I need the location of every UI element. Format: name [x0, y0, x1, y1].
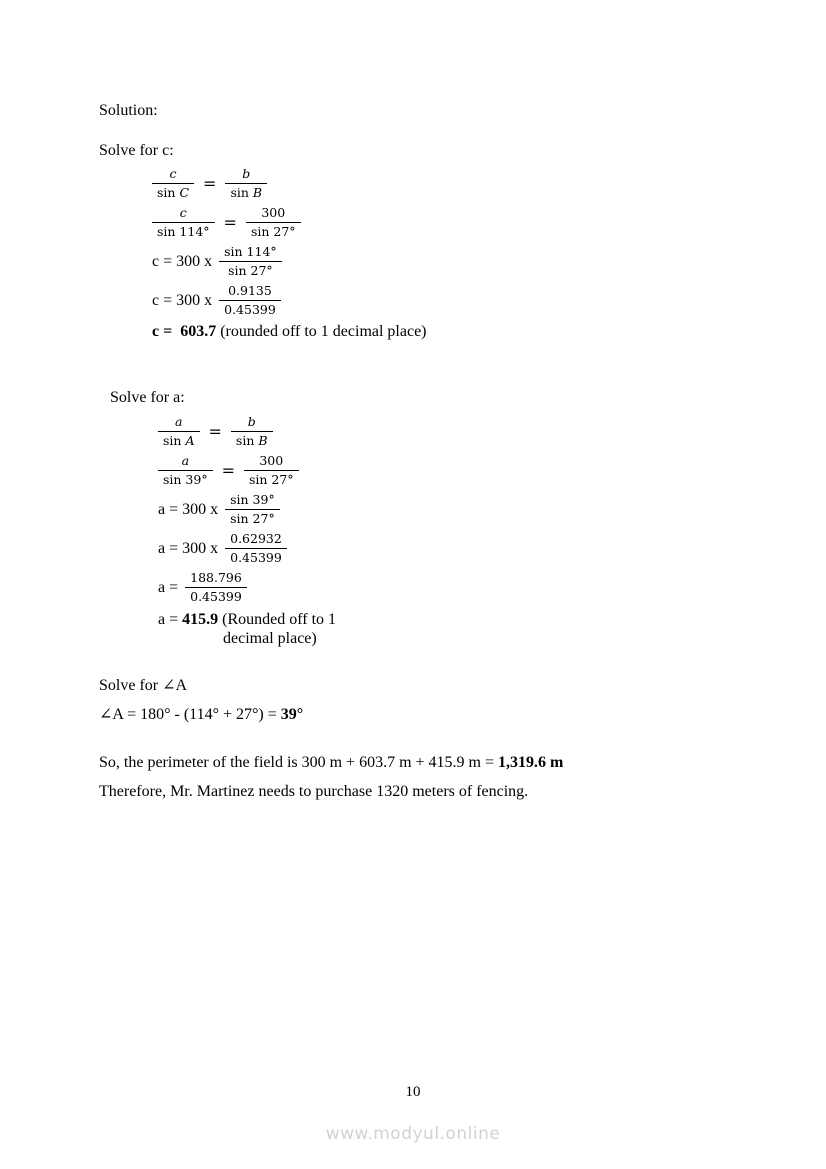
- result-a-prefix: a =: [158, 611, 183, 628]
- fraction-062932-over-045399: $\frac{0.62932}{0.45399}$: [225, 533, 287, 565]
- equation-a-sin-ratio: [158, 490, 299, 529]
- equals-sign: =: [203, 174, 217, 193]
- conclusion-perimeter-body: So, the perimeter of the field is 300 m + 603.7 m + 415.9 m =: [99, 754, 499, 771]
- result-a-note: (Rounded off to 1: [218, 611, 337, 628]
- equals-sign: =: [221, 461, 235, 480]
- equation-prefix: a =: [158, 578, 179, 596]
- variable-b: b: [247, 413, 256, 429]
- equation-c-decimal-ratio: [152, 281, 301, 320]
- conclusion-perimeter: [99, 753, 563, 772]
- page-number: 10: [405, 1084, 421, 1100]
- fraction-300-over-sin27: $\frac{300}{\sin 27^\circ}$: [244, 455, 299, 487]
- fraction-188796-over-045399: $\frac{188.796}{0.45399}$: [185, 572, 247, 604]
- equation-a-quotient: [158, 568, 299, 607]
- fraction-sin114-over-sin27: $\frac{\sin 114^\circ}{\sin 27^\circ}$: [219, 246, 282, 278]
- variable-a: a: [175, 413, 183, 429]
- result-c-value: c = 603.7: [152, 323, 217, 340]
- fraction-300-over-sin27: $\frac{300}{\sin 27^\circ}$: [246, 207, 301, 239]
- equation-angle-a: [99, 705, 303, 724]
- equals-sign: =: [223, 213, 237, 232]
- equals-sign: =: [208, 422, 222, 441]
- variable-c: c: [179, 204, 187, 220]
- result-a: [158, 610, 336, 629]
- variable-a: a: [181, 452, 190, 468]
- equation-prefix: c = 300 x: [152, 291, 213, 309]
- conclusion-perimeter-value: 1,319.6 m: [498, 754, 564, 771]
- solve-c-heading: Solve for c:: [99, 142, 174, 159]
- equation-angle-body: ∠A = 180° - (114° + 27°) =: [99, 706, 281, 723]
- equation-prefix: c = 300 x: [152, 252, 213, 270]
- fraction-c-over-sin114: $\frac{c}{\sin 114^\circ}$: [152, 207, 215, 239]
- solve-c-equations: [152, 164, 301, 320]
- variable-b: b: [242, 165, 251, 181]
- result-a-value: 415.9: [182, 611, 219, 628]
- conclusion-therefore: Therefore, Mr. Martinez needs to purchase 1320 meters of fencing.: [99, 783, 529, 800]
- fraction-b-over-sinB: $\frac{b}{\text{sin B}}$: [225, 168, 267, 200]
- equation-a-substituted: [158, 451, 299, 490]
- equation-prefix: a = 300 x: [158, 539, 219, 557]
- equation-prefix: a = 300 x: [158, 500, 219, 518]
- equation-c-substituted: [152, 203, 301, 242]
- fraction-c-over-sinC: $\frac{c}{\text{sin C}}$: [152, 168, 194, 200]
- variable-c: c: [169, 165, 177, 181]
- equation-c-law-of-sines: [152, 164, 301, 203]
- equation-c-sin-ratio: [152, 242, 301, 281]
- solve-a-equations: [158, 412, 299, 607]
- fraction-sin39-over-sin27: $\frac{\sin 39^\circ}{\sin 27^\circ}$: [225, 494, 280, 526]
- result-c-note: (rounded off to 1 decimal place): [216, 323, 427, 340]
- fraction-b-over-sinB: $\frac{b}{\text{sin B}}$: [231, 416, 273, 448]
- result-c: [152, 322, 427, 341]
- fraction-a-over-sin39: $\frac{a}{\sin 39^\circ}$: [158, 455, 213, 487]
- fraction-09135-over-045399: $\frac{0.9135}{0.45399}$: [219, 285, 281, 317]
- solve-a-heading: Solve for a:: [110, 389, 185, 406]
- fraction-a-over-sinA: $\frac{a}{\text{sin A}}$: [158, 416, 200, 448]
- solution-heading: Solution:: [99, 102, 158, 119]
- solve-angle-heading: Solve for ∠A: [99, 677, 188, 694]
- equation-a-decimal-ratio: [158, 529, 299, 568]
- equation-angle-result: 39°: [280, 706, 304, 723]
- result-a-note-line2: decimal place): [223, 630, 317, 647]
- watermark-url: www.modyul.online: [325, 1124, 501, 1144]
- equation-a-law-of-sines: [158, 412, 299, 451]
